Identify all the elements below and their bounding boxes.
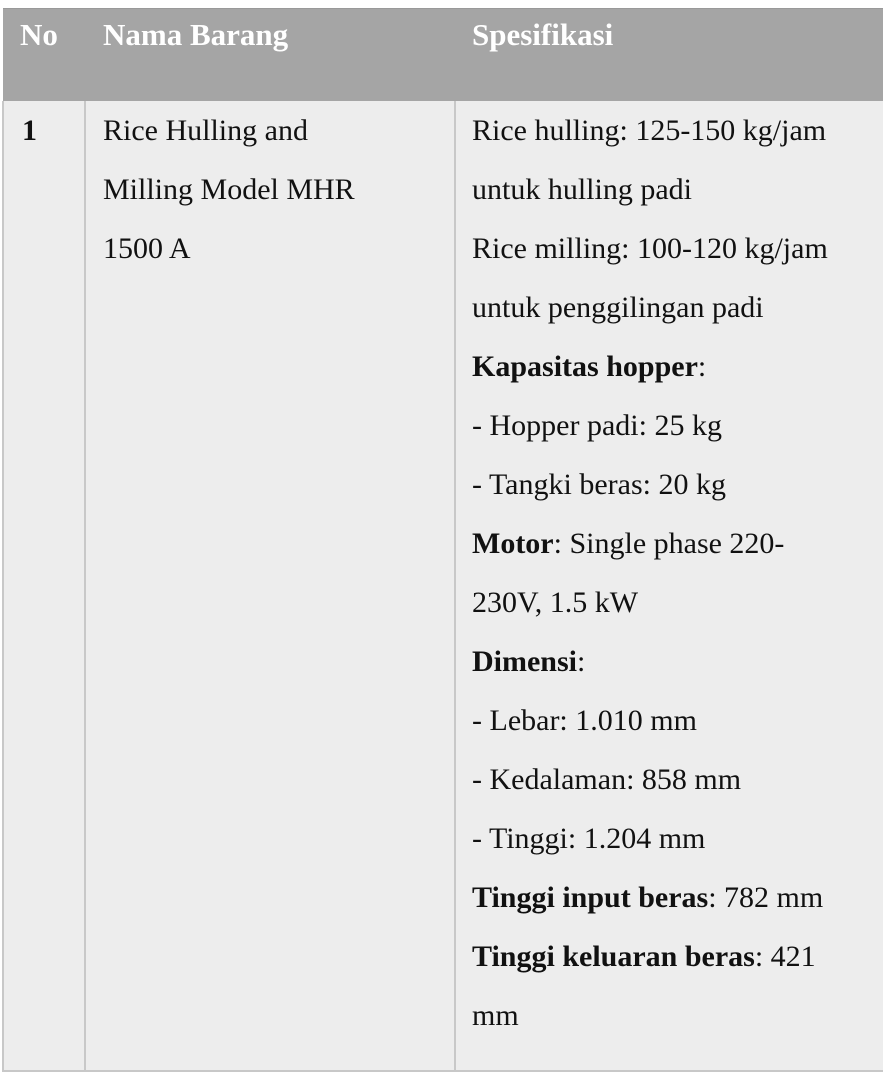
spec-input-label: Tinggi input beras [472, 880, 709, 914]
cell-spesifikasi [455, 101, 883, 1072]
spec-dimensi-colon: : [577, 644, 586, 678]
spec-lebar: - Lebar: 1.010 mm [472, 703, 697, 737]
table-row [3, 101, 883, 1072]
spec-kedalaman: - Kedalaman: 858 mm [472, 762, 742, 796]
spec-input-value: : 782 mm [708, 880, 824, 914]
spec-keluaran-label: Tinggi keluaran beras [472, 939, 755, 973]
spec-hulling-line-1: Rice hulling: 125-150 kg/jam [472, 113, 827, 147]
spec-hulling-line-2: untuk hulling padi [472, 172, 692, 206]
spec-table [2, 8, 883, 1072]
spec-table-container [2, 8, 883, 1072]
spec-hopper-heading [472, 337, 883, 396]
spec-tinggi: - Tinggi: 1.204 mm [472, 821, 706, 855]
item-name-line: 1500 A [103, 231, 191, 265]
header-nama-barang: Nama Barang [85, 9, 455, 101]
spec-hopper-label: Kapasitas hopper [472, 349, 698, 383]
spec-motor-label: Motor [472, 526, 554, 560]
spec-dimensi-label: Dimensi [472, 644, 577, 678]
spec-motor-line-1 [472, 514, 883, 573]
header-no: No [3, 9, 85, 101]
spec-tangki-beras: - Tangki beras: 20 kg [472, 467, 726, 501]
spec-tinggi-keluaran-line-1 [472, 927, 883, 986]
header-spesifikasi: Spesifikasi [455, 9, 883, 101]
spec-motor-value: : Single phase 220- [553, 526, 785, 560]
cell-no: 1 [3, 101, 85, 1072]
spec-motor-line-2: 230V, 1.5 kW [472, 585, 639, 619]
cell-nama-barang [85, 101, 455, 1072]
table-header [3, 9, 883, 101]
spec-hopper-colon: : [697, 349, 707, 383]
table-body [3, 101, 883, 1072]
spec-tinggi-input [472, 868, 883, 927]
spec-tinggi-keluaran-line-2: mm [472, 998, 519, 1032]
spec-dimensi-heading [472, 632, 883, 691]
item-name-line: Rice Hulling and [103, 113, 308, 147]
spec-hopper-padi: - Hopper padi: 25 kg [472, 408, 722, 442]
spec-keluaran-value: : 421 [754, 939, 816, 973]
item-name-line: Milling Model MHR [103, 172, 355, 206]
spec-milling-line-2: untuk penggilingan padi [472, 290, 764, 324]
spec-milling-line-1: Rice milling: 100-120 kg/jam [472, 231, 828, 265]
header-row [3, 9, 883, 101]
